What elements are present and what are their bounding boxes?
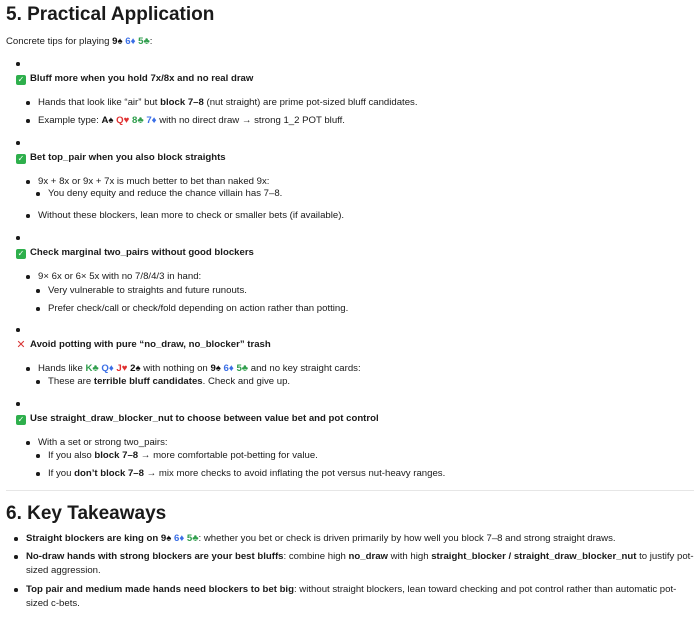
cross-icon: ✕ (16, 339, 26, 351)
section6-title: 6. Key Takeaways (6, 503, 167, 524)
bullet-dot (36, 454, 40, 458)
bullet-dot (14, 588, 18, 592)
card: 6♦ (223, 363, 234, 374)
bullet-dot (36, 472, 40, 476)
bullet-dot (16, 328, 20, 332)
card: J♥ (116, 363, 128, 374)
tip4-item1a: These are terrible bluff candidates. Check and give up. (36, 375, 290, 389)
card: 5♣ (138, 36, 150, 47)
takeaway-1: Straight blockers are king on 9♠ 6♦ 5♣: whether you bet or check is driven primarily by how well you block 7–8 and strong straight draws. (6, 532, 696, 546)
section5-title: 5. Practical Application (6, 4, 215, 25)
bullet-dot (16, 141, 20, 145)
section-divider (6, 490, 694, 491)
bullet-dot (14, 555, 18, 559)
bullet-dot (26, 214, 30, 218)
tip5-item1a: If you also block 7–8 → more comfortable pot-betting for value. (36, 449, 318, 463)
card: K♣ (85, 363, 99, 374)
takeaway-3: Top pair and medium made hands need blockers to bet big: without straight blockers, lean toward checking and pot control rather than automatic pot-sized c-bets. (6, 583, 694, 611)
tip2-item2: Without these blockers, lean more to check or smaller bets (if available). (26, 209, 344, 223)
check-icon: ✓ (17, 249, 25, 258)
card: 6♦ (174, 533, 185, 544)
section5-intro: Concrete tips for playing 9♠ 6♦ 5♣: (6, 36, 153, 47)
tip2-item1a: You deny equity and reduce the chance villain has 7–8. (36, 187, 282, 201)
hand-cards (101, 115, 156, 126)
tip5-item1: With a set or strong two_pairs: (26, 436, 168, 450)
bullet-dot (26, 275, 30, 279)
card: Q♥ (116, 115, 130, 126)
bullet-dot (26, 367, 30, 371)
card: Q♦ (101, 363, 114, 374)
tip3-item1b: Prefer check/call or check/fold depending on action rather than potting. (36, 302, 348, 316)
bullet-dot (36, 380, 40, 384)
card: 7♦ (146, 115, 157, 126)
board-cards (210, 363, 248, 374)
tip2-heading: ✓ Bet top_pair when you also block straights (17, 152, 226, 163)
bullet-dot (36, 307, 40, 311)
card: 9♠ (160, 533, 172, 544)
bullet-dot (16, 62, 20, 66)
tip5-item1b: If you don’t block 7–8 → mix more checks to avoid inflating the pot versus nut-heavy ranges. (36, 467, 445, 481)
card: 9♠ (112, 36, 123, 47)
tip3-item1: 9× 6x or 6× 5x with no 7/8/4/3 in hand: (26, 270, 201, 284)
card: 5♣ (236, 363, 249, 374)
check-icon: ✓ (17, 75, 25, 84)
tip1-heading: ✓ Bluff more when you hold 7x/8x and no real draw (17, 73, 254, 84)
tip3-item1a: Very vulnerable to straights and future runouts. (36, 284, 247, 298)
board-cards (112, 36, 150, 47)
bullet-dot (26, 119, 30, 123)
tip1-item1: Hands that look like “air” but block 7–8 (nut straight) are prime pot-sized bluff candidates. (26, 96, 418, 110)
check-icon: ✓ (17, 415, 25, 424)
tip3-heading: ✓ Check marginal two_pairs without good blockers (17, 247, 254, 258)
takeaway-2: No-draw hands with strong blockers are your best bluffs: combine high no_draw with high straight_blocker / straight_draw_blocker_nut to justify pot-sized aggression. (6, 550, 694, 578)
bullet-dot (36, 192, 40, 196)
bullet-dot (16, 236, 20, 240)
tip4-heading: ✕ Avoid potting with pure “no_draw, no_blocker” trash (16, 339, 271, 351)
card: 5♣ (186, 533, 199, 544)
tip1-item2: Example type: A♠ Q♥ 8♣ 7♦ with no direct draw → strong 1_2 POT bluff. (26, 114, 345, 128)
card: 6♦ (125, 36, 136, 47)
bullet-dot (26, 441, 30, 445)
tip2-item1: 9x + 8x or 9x + 7x is much better to bet than naked 9x: (26, 175, 269, 189)
card: 9♠ (210, 363, 221, 374)
card: A♠ (101, 115, 114, 126)
bullet-dot (14, 537, 18, 541)
card: 8♣ (132, 115, 144, 126)
card: 2♠ (130, 363, 141, 374)
bullet-dot (36, 289, 40, 293)
bullet-dot (16, 402, 20, 406)
tip4-item1: Hands like K♣ Q♦ J♥ 2♠ with nothing on 9♠ 6♦ 5♣ and no key straight cards: (26, 362, 361, 376)
check-icon: ✓ (17, 154, 25, 163)
bullet-dot (26, 180, 30, 184)
bullet-dot (26, 101, 30, 105)
hand-cards (85, 363, 140, 374)
board-cards (161, 533, 199, 544)
tip5-heading: ✓ Use straight_draw_blocker_nut to choose between value bet and pot control (17, 413, 379, 424)
